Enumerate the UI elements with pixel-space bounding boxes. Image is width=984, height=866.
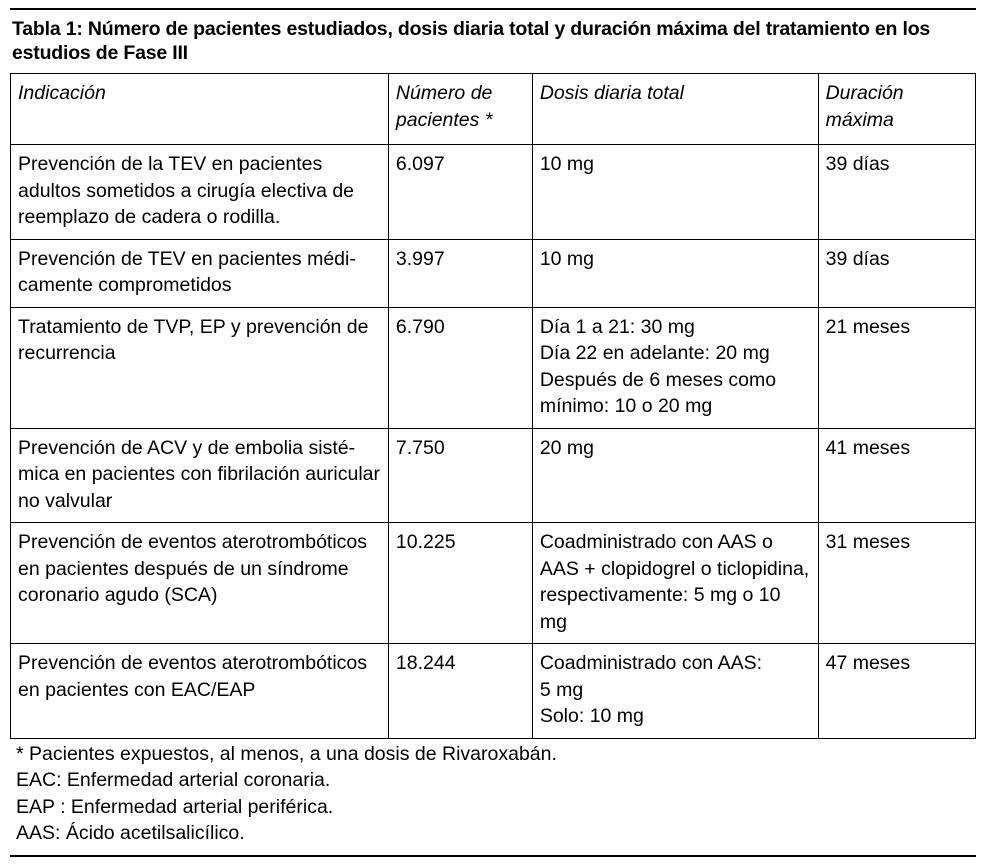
cell-numero-pacientes: 6.097 (388, 145, 532, 240)
cell-duracion-maxima: 21 meses (818, 307, 975, 428)
dosis-line: Coadministrado con AAS o AAS + clopidogrel o ticlopidina, respectivamente: 5 mg o 10 mg (539, 531, 810, 633)
cell-dosis-diaria (532, 523, 818, 644)
bottom-rule (10, 855, 976, 857)
cell-numero-pacientes: 3.997 (388, 239, 532, 307)
cell-indicacion: Prevención de eventos aterotrombóticos en pacientes después de un síndrome coronario agudo (SCA) (11, 523, 389, 644)
table-row (11, 428, 976, 523)
footnote-aas: AAS: Ácido acetilsalicílico. (16, 822, 245, 844)
cell-dosis-diaria (532, 307, 818, 428)
header-indicacion: Indicación (11, 74, 389, 145)
footnotes (10, 739, 976, 855)
cell-duracion-maxima: 31 meses (818, 523, 975, 644)
footnote-eac: EAC: Enfermedad arterial coronaria. (16, 769, 331, 791)
cell-indicacion: Prevención de la TEV en pacientes adultos sometidos a cirugía electiva de reemplazo de cadera o rodilla. (11, 145, 389, 240)
cell-duracion-maxima: 39 días (818, 145, 975, 240)
dosis-line: 10 mg (539, 247, 595, 270)
table-row (11, 644, 976, 739)
dosis-line: 20 mg (539, 436, 595, 459)
cell-dosis-diaria (532, 644, 818, 739)
cell-indicacion: Prevención de ACV y de embolia sistémica en pacientes con fibrilación auricular no valvular (11, 428, 389, 523)
header-dosis-diaria: Dosis diaria total (532, 74, 818, 145)
header-duracion-maxima: Duración máxima (818, 74, 975, 145)
dosis-line: Después de 6 meses como mínimo: 10 o 20 mg (539, 368, 777, 417)
cell-dosis-diaria (532, 239, 818, 307)
cell-duracion-maxima: 39 días (818, 239, 975, 307)
dosis-line: 5 mg (539, 678, 584, 701)
cell-numero-pacientes: 6.790 (388, 307, 532, 428)
table-body (11, 145, 976, 739)
table-row (11, 523, 976, 644)
cell-numero-pacientes: 7.750 (388, 428, 532, 523)
cell-indicacion: Tratamiento de TVP, EP y prevención de recurrencia (11, 307, 389, 428)
cell-dosis-diaria (532, 428, 818, 523)
table-row (11, 307, 976, 428)
dosis-line: Día 22 en adelante: 20 mg (539, 342, 770, 364)
dosis-line: 10 mg (539, 153, 595, 175)
table-row (11, 145, 976, 240)
cell-numero-pacientes: 10.225 (388, 523, 532, 644)
header-numero-pacientes: Número de pacientes * (388, 74, 532, 145)
cell-numero-pacientes: 18.244 (388, 644, 532, 739)
footnote-asterisk: * Pacientes expuestos, al menos, a una dosis de Rivaroxabán. (16, 742, 557, 765)
table-caption: Tabla 1: Número de pacientes estudiados, dosis diaria total y duración máxima del tratamiento en los estudios de Fase III (12, 18, 931, 64)
header-row (11, 74, 976, 145)
table-frame (10, 8, 976, 857)
dosis-line: Día 1 a 21: 30 mg (539, 315, 695, 338)
footnote-eap: EAP : Enfermedad arterial periférica. (16, 795, 334, 818)
cell-indicacion: Prevención de TEV en pacientes médicamente comprometidos (11, 239, 389, 307)
phase3-table (10, 73, 976, 739)
dosis-line: Solo: 10 mg (539, 705, 644, 727)
cell-duracion-maxima: 41 meses (818, 428, 975, 523)
cell-indicacion: Prevención de eventos aterotrombóticos en pacientes con EAC/EAP (11, 644, 389, 739)
table-row (11, 239, 976, 307)
cell-dosis-diaria (532, 145, 818, 240)
cell-duracion-maxima: 47 meses (818, 644, 975, 739)
dosis-line: Coadministrado con AAS: (539, 652, 763, 674)
